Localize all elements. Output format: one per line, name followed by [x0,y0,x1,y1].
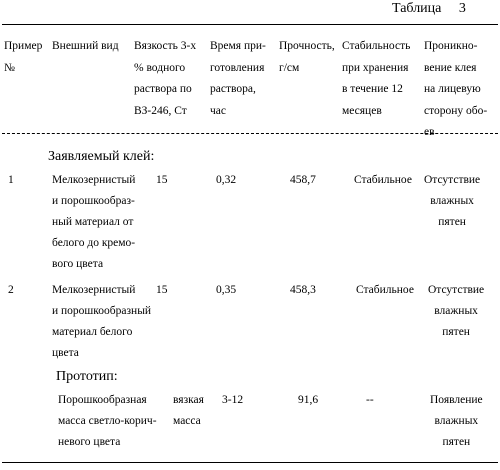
strength-cell: 458,3 [290,284,316,296]
header-appearance: Внешний вид [52,40,119,52]
appearance-cell: Мелкозернистый и порошкообраз- ный материал от белого до кремо- вого цвета [52,174,136,270]
table-title: Таблица 3 [392,1,466,16]
stability-cell: Стабильное [356,284,414,296]
row-number: 1 [8,174,14,186]
strength-cell: 458,7 [290,174,316,186]
penetration-cell: Появление влажных пятен [430,394,483,448]
row-number: 2 [8,284,14,296]
section-claimed-title: Заявляемый клей: [48,149,155,164]
header-stability: Стабильность при хранения в течение 12 месяцев [342,40,411,117]
appearance-cell: Мелкозернистый и порошкообразный материал белого цвета [52,284,152,359]
viscosity-cell: 15 [156,174,168,186]
header-viscosity: Вязкость 3-х % водного раствора по ВЗ-246, Ст [134,40,197,117]
header-prep-time: Время при- готовления раствора, час [210,40,266,117]
stability-cell: -- [366,394,374,406]
top-rule [2,24,498,25]
time-cell: 0,32 [216,174,237,186]
header-rule [2,133,498,134]
strength-cell: 91,6 [298,394,319,406]
appearance-cell: Порошкообразная масса светло-корич- невого цвета [58,394,157,448]
header-example-no: Пример № [4,40,43,74]
time-cell: 3-12 [222,394,244,406]
header-penetration: Проникно- вение клея на лицевую сторону обо- ев [424,40,488,138]
stability-cell: Стабильное [354,174,412,186]
viscosity-cell: вязкая масса [173,394,204,427]
bottom-rule [2,462,498,463]
penetration-cell: Отсутствие влажных пятен [424,174,481,228]
penetration-cell: Отсутствие влажных пятен [428,284,485,338]
section-prototype-title: Прототип: [56,369,118,384]
header-strength: Прочность, г/см [279,40,335,74]
time-cell: 0,35 [216,284,237,296]
viscosity-cell: 15 [156,284,168,296]
